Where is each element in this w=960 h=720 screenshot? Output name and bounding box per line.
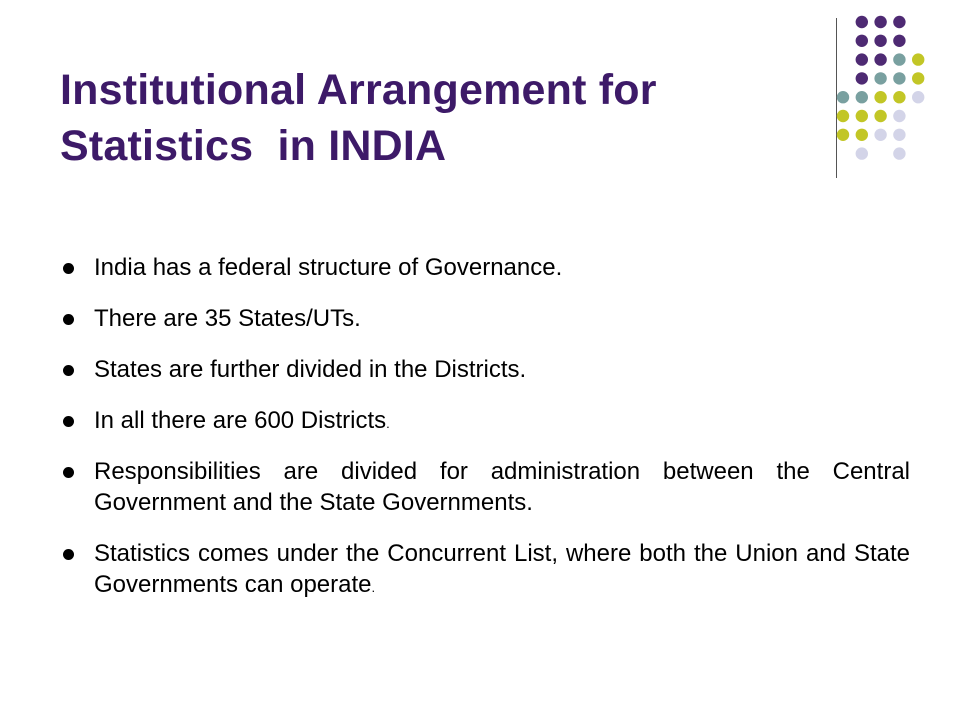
decorative-dot <box>856 129 868 141</box>
bullet-dot-icon <box>63 263 74 274</box>
bullet-text: There are 35 States/UTs. <box>94 305 361 332</box>
bullet-item <box>60 405 910 439</box>
decorative-dot <box>893 129 905 141</box>
decorative-dot <box>856 35 868 47</box>
bullet-text: India has a federal structure of Governance. <box>94 254 563 281</box>
decorative-dot <box>856 72 868 84</box>
decorative-dot <box>893 147 905 159</box>
decorative-dot-grid <box>0 0 960 200</box>
bullet-text: Statistics comes under the Concurrent List, where both the Union and State Governments can operate <box>94 540 910 598</box>
bullet-text: In all there are 600 Districts <box>94 407 387 434</box>
bullet-item <box>60 303 910 337</box>
bullet-dot-icon <box>63 549 74 560</box>
bullet-dot-icon <box>63 314 74 325</box>
decorative-dot <box>837 91 849 103</box>
decorative-dot <box>893 16 905 28</box>
decorative-dot <box>893 91 905 103</box>
decorative-dot <box>874 16 886 28</box>
decorative-dot <box>856 147 868 159</box>
decorative-dot <box>874 129 886 141</box>
slide-title-line-2: Statistics in INDIA <box>60 122 447 170</box>
decorative-dot <box>874 72 886 84</box>
decorative-dot <box>856 16 868 28</box>
bullet-item <box>60 456 910 521</box>
bullet-item <box>60 354 910 388</box>
decorative-dot <box>874 35 886 47</box>
bullet-tail: . <box>386 416 390 431</box>
bullet-dot-icon <box>63 467 74 478</box>
bullet-item <box>60 538 910 603</box>
decorative-dot <box>912 53 924 65</box>
decorative-dot <box>837 129 849 141</box>
bullet-list <box>60 252 910 620</box>
decorative-dot <box>856 91 868 103</box>
decorative-dot <box>874 53 886 65</box>
decorative-dot <box>874 110 886 122</box>
decorative-dot <box>856 110 868 122</box>
bullet-tail: . <box>371 580 376 595</box>
bullet-dot-icon <box>63 365 74 376</box>
bullet-dot-icon <box>63 416 74 427</box>
decorative-dot <box>856 53 868 65</box>
bullet-text: Responsibilities are divided for administration between the Central Government and the State Governments. <box>94 458 910 516</box>
bullet-text: States are further divided in the Districts. <box>94 356 527 383</box>
decorative-dot <box>893 110 905 122</box>
decorative-dot <box>837 110 849 122</box>
decorative-dot <box>912 91 924 103</box>
decorative-dot <box>874 91 886 103</box>
bullet-item <box>60 252 910 286</box>
decorative-dot <box>893 72 905 84</box>
decorative-dot <box>893 53 905 65</box>
decorative-dot <box>912 72 924 84</box>
decorative-dot <box>893 35 905 47</box>
slide-title-line-1: Institutional Arrangement for <box>60 66 657 114</box>
